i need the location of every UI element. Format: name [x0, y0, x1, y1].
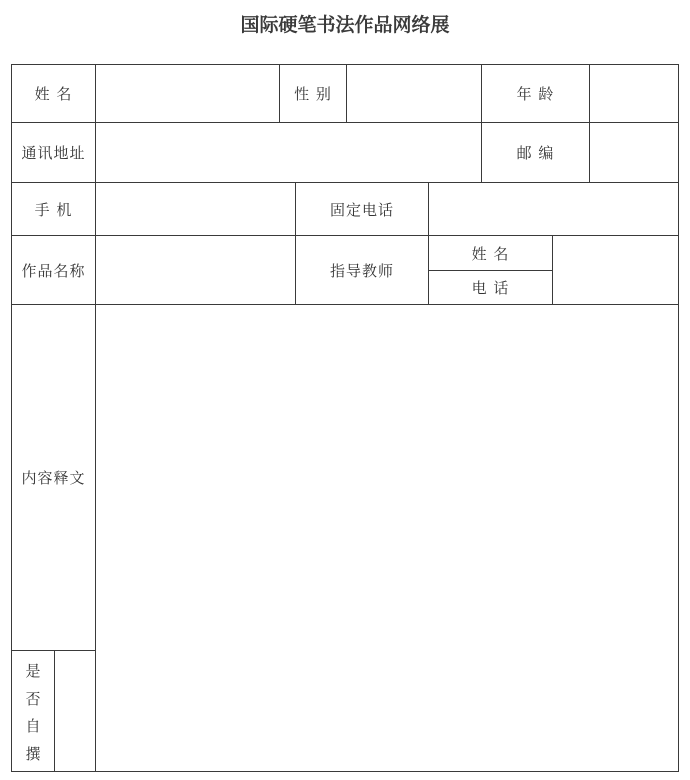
self-composed-char-1: 是 — [25, 662, 41, 680]
content-field[interactable] — [96, 305, 678, 771]
teacher-phone-label: 电 话 — [471, 279, 510, 297]
address-field[interactable] — [96, 123, 481, 182]
mobile-field[interactable] — [96, 183, 295, 235]
gender-label: 性 别 — [294, 85, 332, 103]
work-title-label: 作品名称 — [21, 261, 86, 280]
content-label: 内容释文 — [21, 469, 86, 487]
teacher-name-label: 姓 名 — [471, 244, 510, 263]
landline-field[interactable] — [429, 183, 678, 235]
form-title: 国际硬笔书法作品网络展 — [240, 14, 450, 36]
gender-field[interactable] — [347, 65, 481, 122]
self-composed-field[interactable] — [55, 651, 95, 771]
age-field[interactable] — [590, 65, 678, 122]
self-composed-char-3: 自 — [25, 717, 41, 736]
teacher-info-field[interactable] — [553, 236, 678, 304]
name-field[interactable] — [96, 65, 279, 122]
postcode-label: 邮 编 — [516, 144, 555, 162]
mobile-label: 手 机 — [34, 200, 73, 219]
self-composed-char-2: 否 — [25, 689, 41, 708]
age-label: 年 龄 — [516, 85, 555, 103]
work-title-field[interactable] — [96, 236, 295, 304]
self-composed-label — [12, 660, 54, 764]
teacher-label: 指导教师 — [329, 261, 394, 280]
name-label: 姓 名 — [34, 85, 73, 103]
address-label: 通讯地址 — [21, 144, 86, 162]
self-composed-char-4: 撰 — [25, 744, 41, 763]
landline-label: 固定电话 — [329, 200, 394, 219]
postcode-field[interactable] — [590, 123, 678, 182]
